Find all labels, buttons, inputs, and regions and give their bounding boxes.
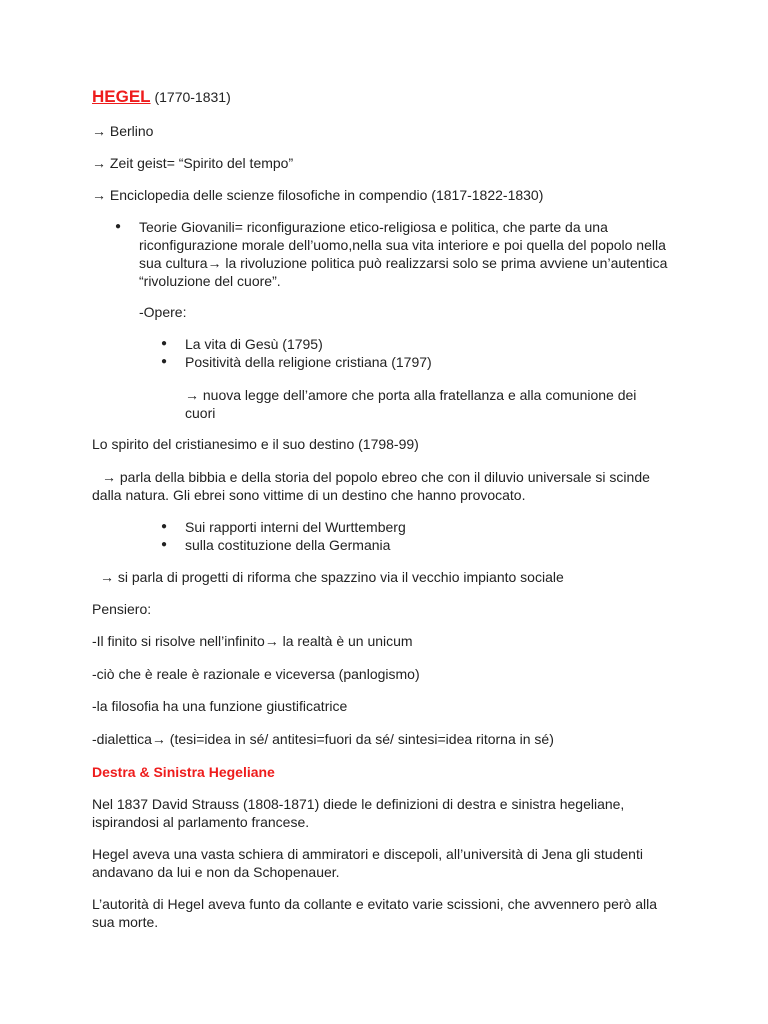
teorie-item: ● Teorie Giovanili= riconfigurazione etico-religiosa e politica, che parte da una riconfigurazione morale dell’uomo,nella sua vita interiore e poi quella del popolo nella sua cultura→ la rivoluzione politica può realizzarsi solo se prima avviene un’autentica “rivoluzione del cuore”. (139, 218, 684, 290)
rapporti-item-1: ● Sui rapporti interni del Wurttemberg (185, 518, 665, 536)
spirito-title: Lo spirito del cristianesimo e il suo destino (1798-99) (92, 436, 419, 452)
riforma-line: → si parla di progetti di riforma che spazzino via il vecchio impianto sociale (100, 569, 564, 585)
line-berlino: → Berlino (92, 123, 154, 139)
opere-item-2: ● Positività della religione cristiana (1797) (185, 353, 665, 371)
title-years: (1770-1831) (154, 89, 231, 105)
opere-item-1: ● La vita di Gesù (1795) (185, 335, 665, 353)
opere-label: -Opere: (139, 304, 187, 320)
pensiero-label: Pensiero: (92, 601, 152, 617)
paragraph-strauss: Nel 1837 David Strauss (1808-1871) diede le definizioni di destra e sinistra hegeliane, ispirandosi al parlamento francese. (92, 796, 625, 830)
line-zeitgeist: → Zeit geist= “Spirito del tempo” (92, 155, 294, 171)
pensiero-item-3: -la filosofia ha una funzione giustificatrice (92, 698, 348, 714)
rapporti-item-2: ● sulla costituzione della Germania (185, 536, 665, 554)
opere-list (185, 335, 665, 371)
spirito-note: → parla della bibbia e della storia del popolo ebreo che con il diluvio universale si scinde dalla natura. Gli ebrei sono vittime di un destino che hanno provocato. (92, 469, 650, 503)
paragraph-jena: Hegel aveva una vasta schiera di ammiratori e discepoli, all’università di Jena gli studenti andavano da lui e non da Schopenauer. (92, 846, 643, 880)
paragraph-autorita: L’autorità di Hegel aveva funto da collante e evitato varie scissioni, che avvennero però alla sua morte. (92, 896, 658, 930)
pensiero-item-1: -Il finito si risolve nell’infinito→ la realtà è un unicum (92, 633, 413, 649)
opere-note: → nuova legge dell’amore che porta alla fratellanza e alla comunione dei cuori (185, 387, 637, 421)
pensiero-item-2: -ciò che è reale è razionale e viceversa (panlogismo) (92, 666, 420, 682)
teorie-list (139, 218, 684, 290)
pensiero-item-4: -dialettica→ (tesi=idea in sé/ antitesi=fuori da sé/ sintesi=idea ritorna in sé) (92, 731, 554, 747)
section-heading: Destra & Sinistra Hegeliane (92, 764, 275, 780)
title-line (92, 88, 231, 106)
rapporti-list (185, 518, 665, 554)
line-enciclopedia: → Enciclopedia delle scienze filosofiche in compendio (1817-1822-1830) (92, 187, 544, 203)
page-title: HEGEL (92, 87, 151, 106)
